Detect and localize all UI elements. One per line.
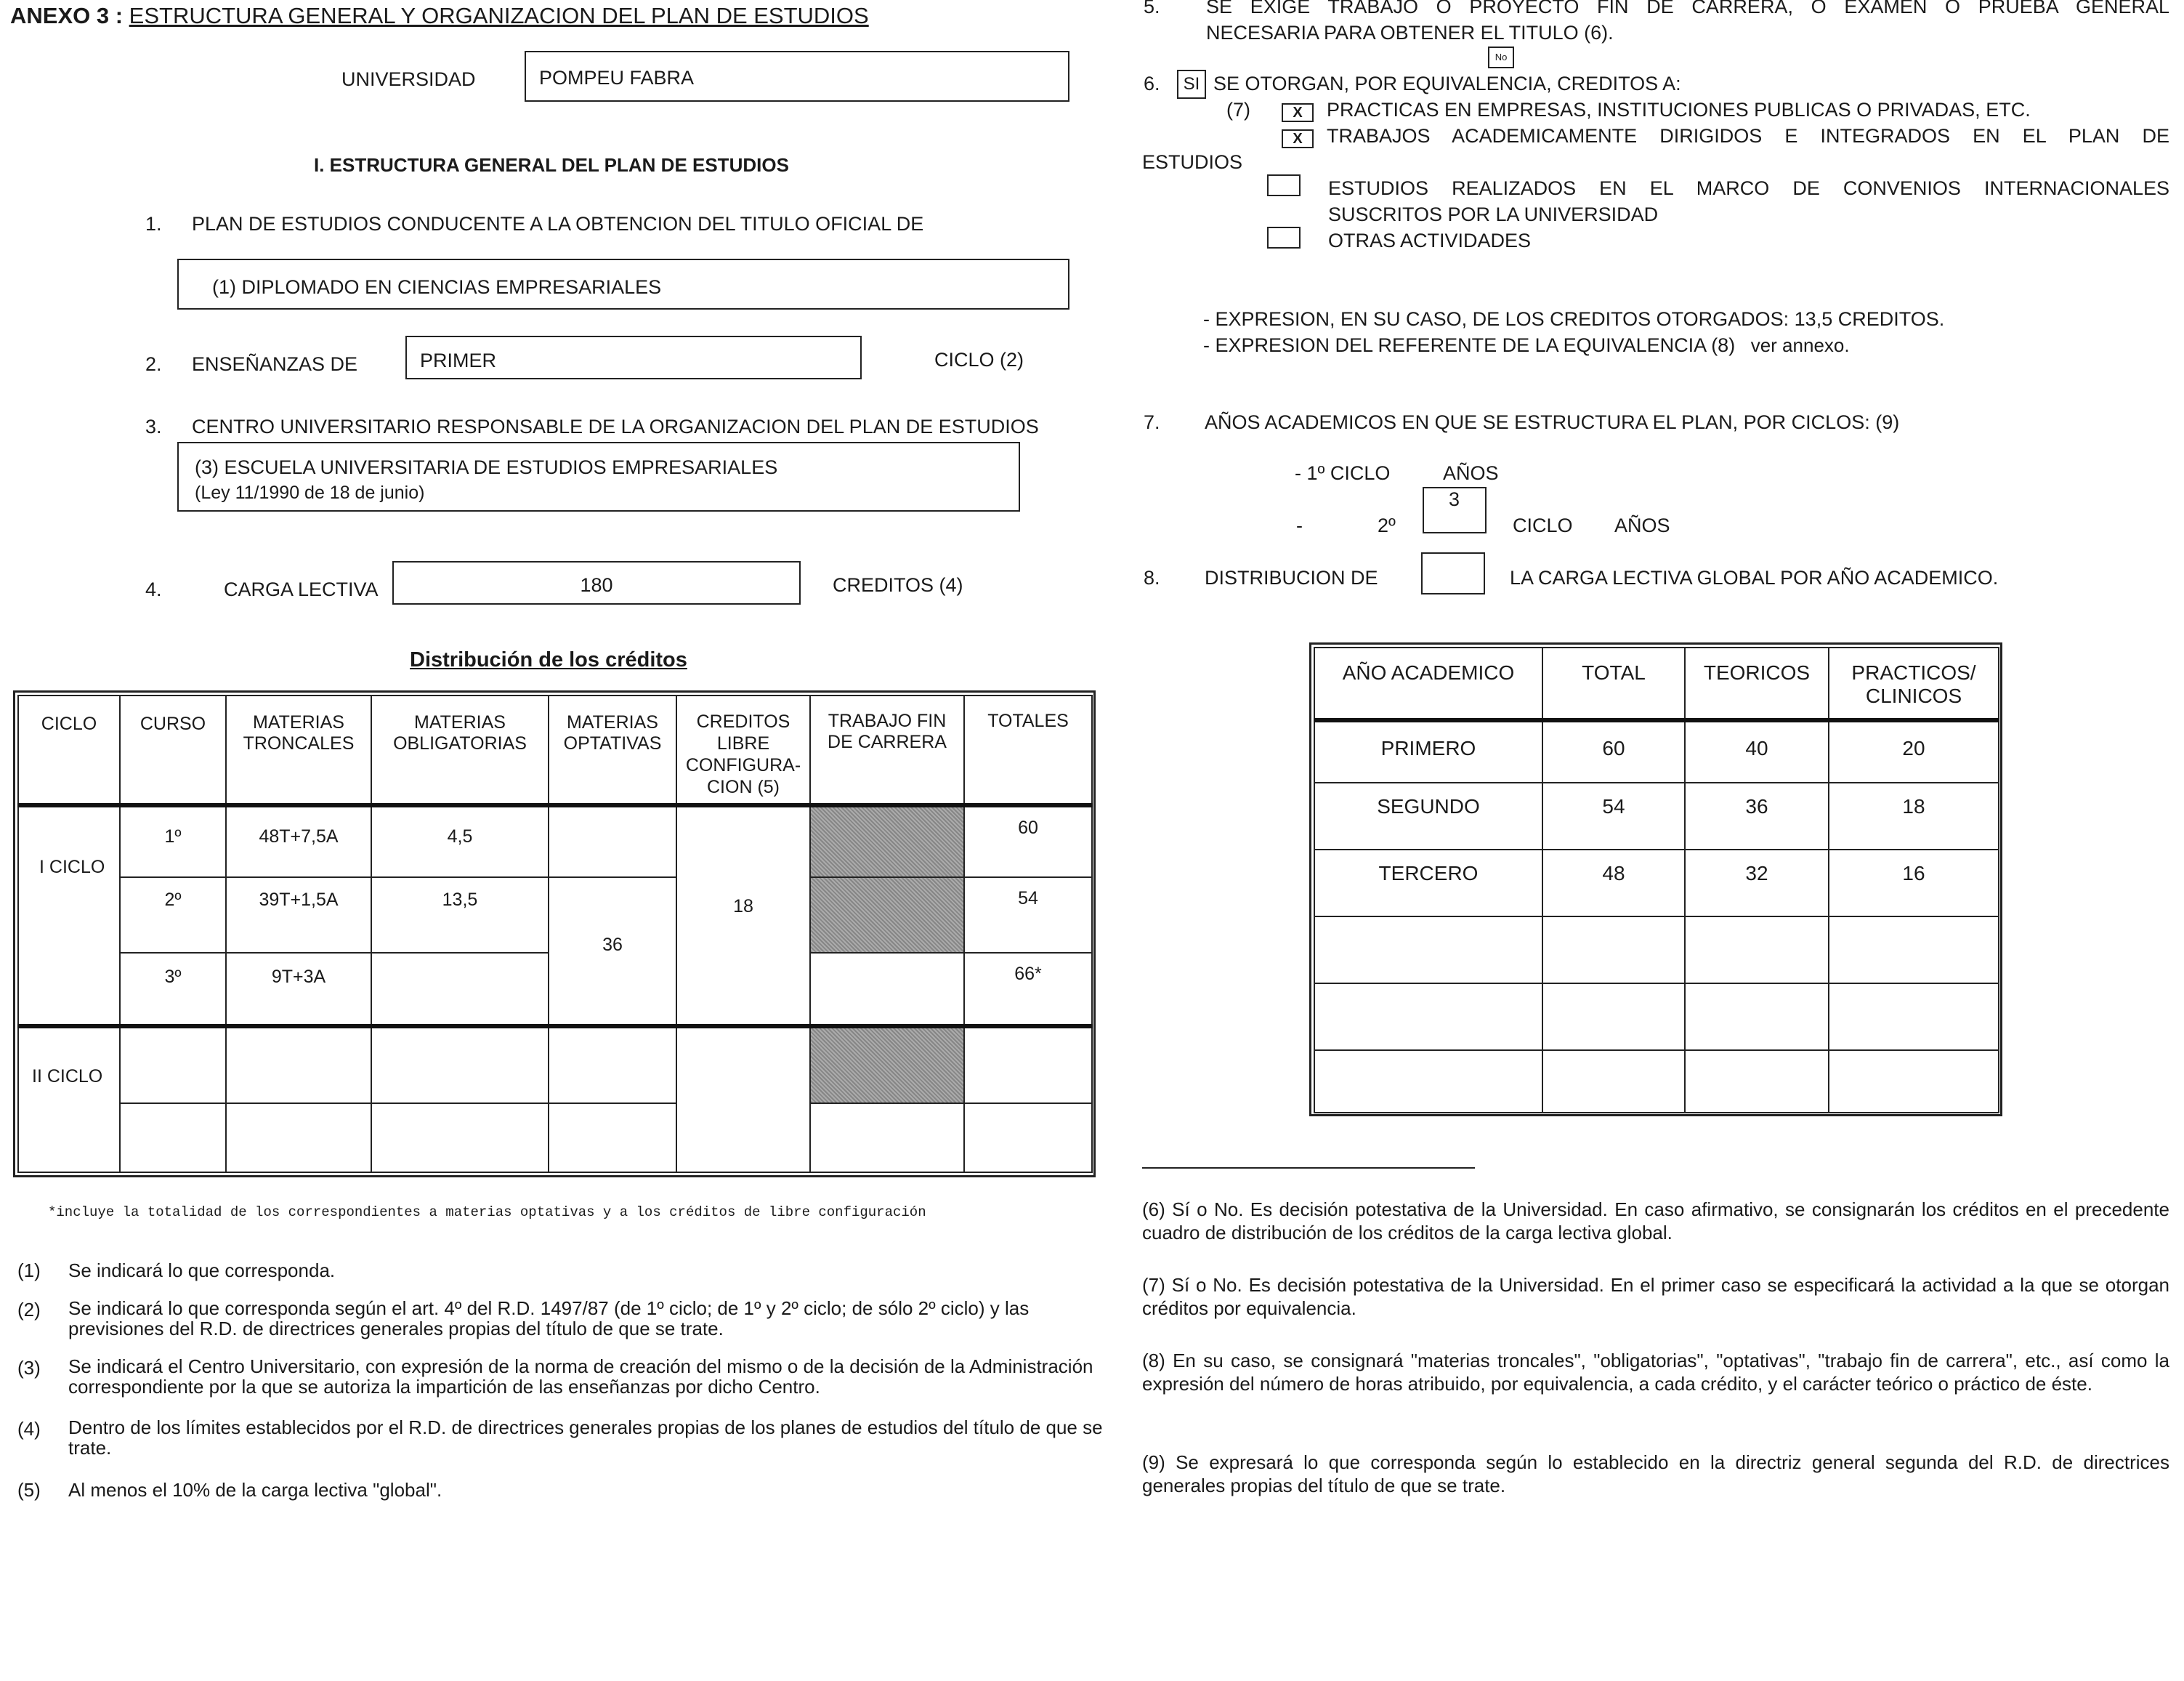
year-teoricos-cell: 36: [1685, 783, 1829, 850]
footnote-separator: [1142, 1167, 1475, 1169]
empty-cell: [1685, 916, 1829, 983]
opt3-text: ESTUDIOS REALIZADOS EN EL MARCO DE CONVENIOS INTERNACIONALES: [1328, 177, 2169, 199]
note-7: (7) Sí o No. Es decisión potestativa de la Universidad. En el primer caso se especificará la actividad a la que se otorgan créditos por equivalencia.: [1142, 1274, 2169, 1319]
ciclo1-anos: AÑOS: [1443, 462, 1499, 484]
opt1-text: PRACTICAS EN EMPRESAS, INSTITUCIONES PUBLICAS O PRIVADAS, ETC.: [1327, 99, 2031, 121]
empty-cell: [1685, 983, 1829, 1050]
ciclo2-ciclo: CICLO: [1513, 515, 1573, 536]
item5-line1: SE EXIGE TRABAJO O PROYECTO FIN DE CARRERA, O EXAMEN O PRUEBA GENERAL: [1206, 0, 2169, 17]
item6-num: 6.: [1144, 73, 1160, 94]
curso-cell: 2º: [120, 877, 226, 954]
empty-cell: [120, 1103, 226, 1172]
opt3-checkbox: [1267, 174, 1301, 196]
item3-text: CENTRO UNIVERSITARIO RESPONSABLE DE LA ORGANIZACION DEL PLAN DE ESTUDIOS: [192, 416, 1039, 438]
universidad-field: [525, 51, 1069, 102]
ensenanzas-field: [405, 336, 862, 379]
year-total-cell: 60: [1542, 720, 1685, 783]
opt2-checkbox: [1282, 129, 1314, 148]
item5-answer-box: [1488, 47, 1514, 68]
carga-field: [392, 561, 801, 605]
expression-referent: [1203, 334, 1850, 357]
item5-answer: No: [1495, 52, 1508, 63]
troncales-cell: 48T+7,5A: [226, 805, 371, 877]
table-footnote: *incluye la totalidad de los correspondientes a materias optativas y a los créditos de libre configuración: [48, 1204, 926, 1220]
year-teoricos-cell: 40: [1685, 720, 1829, 783]
empty-cell: [549, 1026, 676, 1104]
note-num: (5): [17, 1479, 41, 1501]
universidad-value: POMPEU FABRA: [539, 67, 695, 89]
item1-text: PLAN DE ESTUDIOS CONDUCENTE A LA OBTENCION DEL TITULO OFICIAL DE: [192, 213, 924, 235]
year-total-cell: 48: [1542, 850, 1685, 916]
item6-text: SE OTORGAN, POR EQUIVALENCIA, CREDITOS A:: [1213, 73, 1681, 94]
note-8: (8) En su caso, se consignará "materias troncales", "obligatorias", "optativas", "trabajo fin de carrera", etc., así como la expresión del número de horas atribuido, por equivalencia, a cada crédito, y el carácter teórico o práctico de éste.: [1142, 1350, 2169, 1395]
obligatorias-cell: 13,5: [371, 877, 549, 954]
curso-cell: 3º: [120, 953, 226, 1026]
item4-label: CARGA LECTIVA: [224, 579, 379, 600]
centro-line1: (3) ESCUELA UNIVERSITARIA DE ESTUDIOS EMPRESARIALES: [195, 456, 778, 478]
empty-cell: [1829, 916, 1999, 983]
ensenanzas-value: PRIMER: [420, 350, 497, 371]
empty-cell: [1314, 916, 1542, 983]
obligatorias-cell-empty: [371, 953, 549, 1026]
year-name-cell: TERCERO: [1314, 850, 1542, 916]
titulo-value: (1) DIPLOMADO EN CIENCIAS EMPRESARIALES: [212, 276, 662, 298]
note-num: (3): [17, 1357, 41, 1379]
trabajo-shaded-cell: [810, 1026, 964, 1104]
header-teoricos: TEORICOS: [1685, 648, 1829, 720]
section-title: I. ESTRUCTURA GENERAL DEL PLAN DE ESTUDIOS: [314, 154, 789, 176]
note-text: Al menos el 10% de la carga lectiva "global".: [68, 1479, 442, 1501]
opt2-text: TRABAJOS ACADEMICAMENTE DIRIGIDOS E INTEGRADOS EN EL PLAN DE: [1327, 125, 2169, 147]
empty-cell: [371, 1026, 549, 1104]
item5-line2: NECESARIA PARA OBTENER EL TITULO (6).: [1206, 22, 1614, 44]
opt1-checkbox: [1282, 103, 1314, 122]
item8-label: DISTRIBUCION DE: [1205, 567, 1378, 589]
note-num: (2): [17, 1299, 41, 1321]
ciclo-i-label: I CICLO: [39, 856, 105, 877]
empty-cell: [1829, 1050, 1999, 1113]
year-practicos-cell: 20: [1829, 720, 1999, 783]
header-libre: CREDITOS LIBRE CONFIGURA-CION (5): [676, 696, 810, 805]
note-text: Se indicará lo que corresponda.: [68, 1259, 336, 1281]
header-practicos: PRACTICOS/ CLINICOS: [1829, 648, 1999, 720]
titulo-field: [177, 259, 1069, 310]
year-practicos-cell: 18: [1829, 783, 1999, 850]
ciclo2-anos: AÑOS: [1614, 515, 1670, 536]
header-ano: AÑO ACADEMICO: [1314, 648, 1542, 720]
header-optativas: MATERIAS OPTATIVAS: [549, 696, 676, 805]
expression-referent-label: - EXPRESION DEL REFERENTE DE LA EQUIVALENCIA (8): [1203, 334, 1736, 356]
empty-cell: [1685, 1050, 1829, 1113]
empty-cell: [1542, 983, 1685, 1050]
item4-suffix: CREDITOS (4): [833, 574, 963, 596]
item8-num: 8.: [1144, 567, 1160, 589]
curso-cell: 1º: [120, 805, 226, 877]
empty-cell: [1829, 983, 1999, 1050]
year-name-cell: PRIMERO: [1314, 720, 1542, 783]
empty-cell: [371, 1103, 549, 1172]
optativas-cell: 36: [549, 877, 676, 1026]
check-mark: X: [1293, 105, 1303, 121]
annex-label: ANEXO 3 :: [10, 3, 124, 28]
item2-num: 2.: [145, 353, 162, 375]
troncales-cell: 39T+1,5A: [226, 877, 371, 954]
ciclo-ii-label: II CICLO: [32, 1065, 103, 1087]
item7-text: AÑOS ACADEMICOS EN QUE SE ESTRUCTURA EL PLAN, POR CICLOS: (9): [1205, 411, 1900, 433]
empty-cell: [226, 1103, 371, 1172]
header-curso: CURSO: [120, 696, 226, 805]
header-trabajo: TRABAJO FIN DE CARRERA: [810, 696, 964, 805]
item2-label: ENSEÑANZAS DE: [192, 353, 358, 375]
ciclo1-label: - 1º CICLO: [1295, 462, 1391, 484]
carga-value: 180: [580, 574, 613, 596]
empty-cell: [676, 1026, 810, 1172]
trabajo-shaded-cell: [810, 877, 964, 954]
trabajo-cell-empty: [810, 953, 964, 1026]
item6-si: SI: [1183, 74, 1200, 94]
ciclo2-dash: -: [1296, 515, 1303, 536]
header-obligatorias: MATERIAS OBLIGATORIAS: [371, 696, 549, 805]
header-troncales: MATERIAS TRONCALES: [226, 696, 371, 805]
note-text: Se indicará lo que corresponda según el art. 4º del R.D. 1497/87 (de 1º ciclo; de 1º y 2º ciclo; de sólo 2º ciclo) y las previsiones del R.D. de directrices generales propias del título de que se trate.: [68, 1297, 1030, 1339]
empty-cell: [1542, 1050, 1685, 1113]
empty-cell: [1314, 983, 1542, 1050]
ciclo-i-cell: [18, 805, 120, 1026]
header-totales: TOTALES: [964, 696, 1092, 805]
distribution-title: Distribución de los créditos: [410, 648, 687, 672]
year-teoricos-cell: 32: [1685, 850, 1829, 916]
annex-header: [10, 3, 869, 29]
note-6: (6) Sí o No. Es decisión potestativa de la Universidad. En caso afirmativo, se consignarán los créditos en el precedente cuadro de distribución de los créditos de la carga lectiva global.: [1142, 1198, 2169, 1243]
item8-text: LA CARGA LECTIVA GLOBAL POR AÑO ACADEMICO.: [1510, 567, 1999, 589]
ciclo1-years-box: [1423, 487, 1487, 533]
empty-cell: [549, 1103, 676, 1172]
year-total-cell: 54: [1542, 783, 1685, 850]
opt3-text-cont: SUSCRITOS POR LA UNIVERSIDAD: [1328, 203, 1659, 225]
centro-line2: (Ley 11/1990 de 18 de junio): [195, 483, 425, 503]
item6-ref: (7): [1226, 99, 1250, 121]
check-mark: X: [1293, 131, 1303, 147]
obligatorias-cell: 4,5: [371, 805, 549, 877]
item1-num: 1.: [145, 213, 162, 235]
optativas-cell-empty: [549, 805, 676, 877]
opt4-text: OTRAS ACTIVIDADES: [1328, 230, 1532, 251]
year-table: [1314, 647, 1999, 1113]
troncales-cell: 9T+3A: [226, 953, 371, 1026]
centro-field: [177, 442, 1020, 512]
libre-cell: 18: [676, 805, 810, 1026]
opt2-text-cont: ESTUDIOS: [1142, 151, 1243, 173]
expression-credits: - EXPRESION, EN SU CASO, DE LOS CREDITOS OTORGADOS: 13,5 CREDITOS.: [1203, 308, 1945, 330]
universidad-label: UNIVERSIDAD: [341, 68, 476, 90]
total-cell: 60: [964, 805, 1092, 877]
empty-cell: [120, 1026, 226, 1104]
empty-cell: [810, 1103, 964, 1172]
opt4-checkbox: [1267, 227, 1301, 249]
header-total: TOTAL: [1542, 648, 1685, 720]
item5-num: 5.: [1144, 0, 1160, 17]
item4-num: 4.: [145, 579, 162, 600]
ciclo2-label: 2º: [1378, 515, 1396, 536]
empty-cell: [1314, 1050, 1542, 1113]
item2-suffix: CICLO (2): [934, 349, 1024, 371]
trabajo-shaded-cell: [810, 805, 964, 877]
header-ciclo: CICLO: [18, 696, 120, 805]
item7-num: 7.: [1144, 411, 1160, 433]
note-num: (1): [17, 1259, 41, 1281]
expression-referent-value: ver annexo.: [1750, 334, 1850, 356]
item6-si-box: [1177, 70, 1206, 99]
empty-cell: [226, 1026, 371, 1104]
note-9: (9) Se expresará lo que corresponda según lo establecido en la directriz general segunda del R.D. de directrices generales propias del título de que se trate.: [1142, 1451, 2169, 1496]
item3-num: 3.: [145, 416, 162, 438]
ciclo1-years: 3: [1449, 488, 1460, 510]
note-num: (4): [17, 1418, 41, 1440]
note-text: Dentro de los límites establecidos por el R.D. de directrices generales propias de los planes de estudios del título de que se trate.: [68, 1416, 1103, 1459]
year-name-cell: SEGUNDO: [1314, 783, 1542, 850]
empty-cell: [1542, 916, 1685, 983]
item8-box: [1421, 552, 1485, 594]
note-text: Se indicará el Centro Universitario, con expresión de la norma de creación del mismo o de la decisión de la Administración correspondiente por la que se autoriza la impartición de las enseñanzas por dicho Centro.: [68, 1355, 1093, 1398]
credits-table: [17, 695, 1093, 1173]
empty-cell: [964, 1026, 1092, 1104]
year-practicos-cell: 16: [1829, 850, 1999, 916]
page-title: ESTRUCTURA GENERAL Y ORGANIZACION DEL PLAN DE ESTUDIOS: [129, 3, 869, 28]
empty-cell: [964, 1103, 1092, 1172]
total-cell: 66*: [964, 953, 1092, 1026]
total-cell: 54: [964, 877, 1092, 954]
ciclo-ii-cell: [18, 1026, 120, 1172]
